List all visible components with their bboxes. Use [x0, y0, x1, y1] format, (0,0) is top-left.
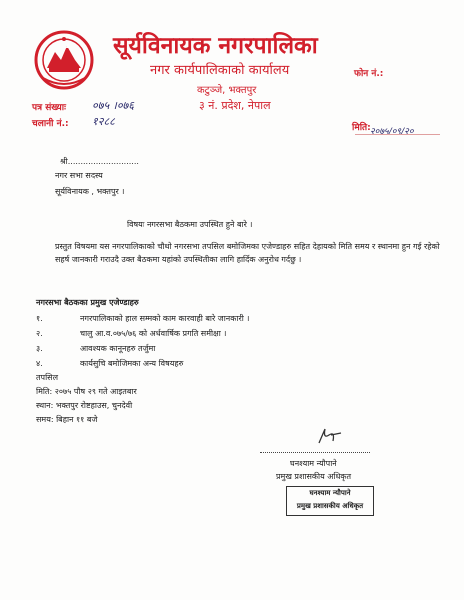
agenda-item-text: आवश्यक कानूनहरु तर्जुमा [80, 344, 156, 353]
municipality-emblem-icon [33, 30, 95, 90]
municipality-title: सूर्यविनायक नगरपालिका [113, 33, 318, 59]
meeting-date: मिति: २०७५ पौष २९ गते आइतबार [36, 387, 137, 396]
agenda-item-text: चालु आ.व.०७५/७६ को अर्धवार्षिक प्रगति समीक्षा । [80, 329, 227, 338]
body-paragraph: प्रस्तुत विषयमा यस नगरपालिकाको चौथो नगरसभा तपसिल बमोजिमका एजेण्डाहरु सहित देहायको मिति समय र स्थानमा हुन गई रहेको सहर्ष जानकारी गराउदै उक्त बैठकमा यहांको उपस्थितीका लागि हार्दिक अनुरोध गर्दछु । [55, 242, 440, 264]
recipient-line1: नगर सभा सदस्य [55, 171, 103, 180]
agenda-item-text: नगरपालिकाको हाल सम्मको काम कारवाही बारे जानकारी । [80, 314, 250, 323]
agenda-item-text: कार्यसुचि बमोजिमका अन्य विषयहरु [80, 359, 184, 368]
office-subtitle: नगर कार्यपालिकाको कार्यालय [150, 63, 290, 78]
tapasil-label: तपसिल [36, 373, 59, 382]
meeting-venue: स्थान: भक्तपुर रोष्टहाउस, चुनदेवी [36, 401, 133, 410]
chalani-label: चलानी नं.: [32, 119, 69, 129]
name-stamp [286, 486, 374, 516]
meeting-time: समय: बिहान ११ बजे [36, 415, 98, 424]
date-value: २०७५/०९/२० [370, 127, 414, 137]
office-location: कटुञ्जे, भक्तपुर [197, 85, 257, 96]
patra-value: ०७५ ।०७६ [92, 99, 134, 112]
patra-label: पत्र संख्याः [32, 103, 66, 113]
recipient-shri: श्री............................ [60, 157, 139, 166]
agenda-item-number: ४. [36, 359, 43, 368]
recipient-line2: सूर्यविनायक , भक्तपुर । [55, 187, 125, 196]
agenda-item-number: १. [36, 314, 43, 323]
agenda-item-number: २. [36, 329, 43, 338]
phone-label: फोन नं.: [354, 69, 384, 79]
agenda-heading: नगरसभा बैठकका प्रमुख एजेण्डाहरु [36, 298, 139, 307]
handwritten-signature [315, 425, 345, 447]
agenda-item-number: ३. [36, 344, 43, 353]
subject-line: विषयः नगरसभा बैठकमा उपस्थित हुने बारे । [127, 220, 253, 229]
date-underline [355, 134, 440, 135]
stamp-designation: प्रमुख प्रशासकीय अधिकृत [296, 502, 364, 510]
office-address: ३ नं. प्रदेश, नेपाल [199, 99, 271, 112]
signature-line [260, 452, 370, 453]
chalani-value: १२८८ [92, 115, 115, 128]
date-label: मिति: [352, 123, 371, 133]
signatory-designation: प्रमुख प्रशासकीय अधिकृत [276, 472, 352, 481]
stamp-name: घनश्याम न्यौपाने [309, 489, 351, 497]
signatory-name: घनश्याम न्यौपाने [290, 459, 337, 468]
